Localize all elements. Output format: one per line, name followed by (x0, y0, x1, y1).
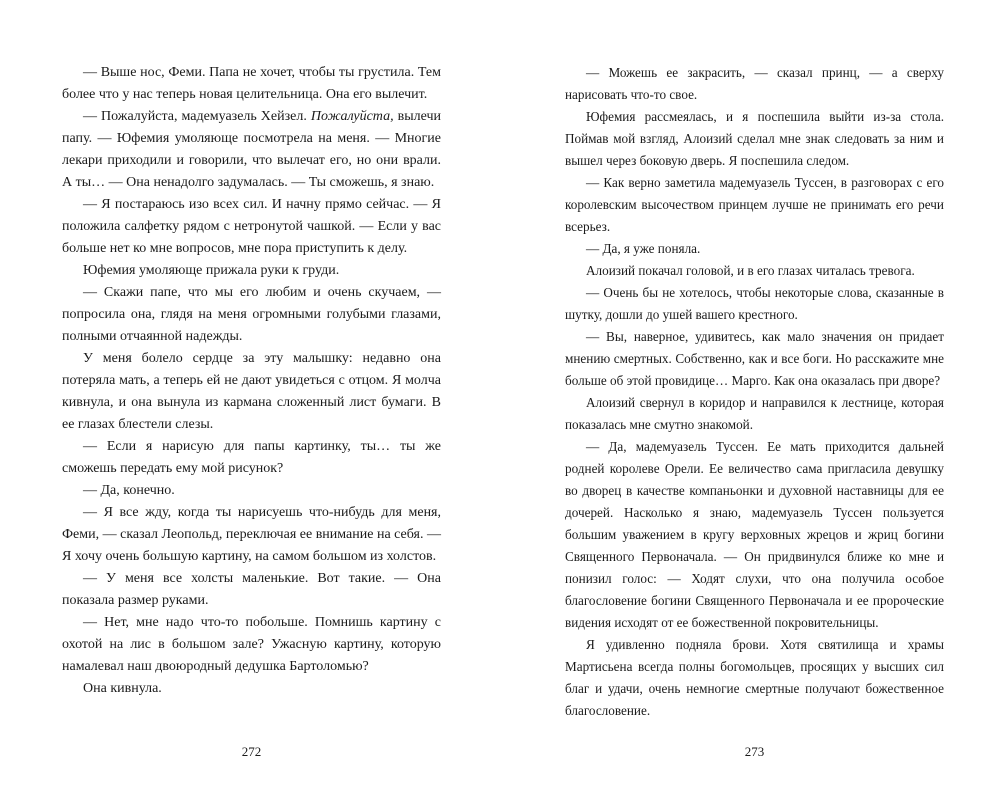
paragraph: Алоизий свернул в коридор и направился к лестнице, которая показалась мне смутно знакомой. (565, 395, 944, 432)
paragraph: — Я постараюсь изо всех сил. И начну прямо сейчас. — Я положила салфетку рядом с нетронутой чашкой. — Если у вас больше нет ко мне вопросов, мне пора приступить к делу. (62, 197, 441, 256)
left-page-text (62, 62, 441, 700)
paragraph: — Очень бы не хотелось, чтобы некоторые слова, сказанные в шутку, дошли до ушей вашего крестного. (565, 285, 944, 322)
paragraph: — Вы, наверное, удивитесь, как мало значения он придает мнению смертных. Собственно, как и все боги. Но расскажите мне больше об этой провидице… Марго. Как она оказалась при дворе? (565, 329, 944, 388)
paragraph: Юфемия рассмеялась, и я поспешила выйти из-за стола. Поймав мой взгляд, Алоизий сделал мне знак следовать за ним и вышел через боковую дверь. Я поспешила следом. (565, 109, 944, 168)
paragraph-lead: — Пожалуйста, мадемуазель Хейзел. (83, 109, 311, 124)
paragraph-rest: вылечи папу. — Юфемия умоляюще посмотрела на меня. — Многие лекари приходили и говорили, что вылечат его, но они врали. А ты… — Она ненадолго задумалась. — Ты сможешь, я знаю. (62, 109, 441, 190)
paragraph: — У меня все холсты маленькие. Вот такие. — Она показала размер руками. (62, 571, 441, 608)
paragraph: — Выше нос, Феми. Папа не хочет, чтобы ты грустила. Тем более что у нас теперь новая целительница. Она его вылечит. (62, 65, 441, 102)
left-page (62, 62, 441, 759)
page-number: 272 (241, 744, 262, 759)
paragraph: — Скажи папе, что мы его любим и очень скучаем, — попросила она, глядя на меня огромными голубыми глазами, полными отчаянной надежды. (62, 285, 441, 344)
paragraph: — Как верно заметила мадемуазель Туссен, в разговорах с его королевским высочеством принцем лучше не принимать его речи всерьез. (565, 175, 944, 234)
paragraph: — Да, я уже поняла. (586, 241, 701, 256)
paragraph: — Я все жду, когда ты нарисуешь что-нибудь для меня, Феми, — сказал Леопольд, переключая ее внимание на себя. — Я хочу очень большую картину, на самом большом из холстов. (62, 505, 441, 564)
right-page-text (565, 62, 944, 722)
paragraph: Юфемия умоляюще прижала руки к груди. (83, 263, 340, 278)
paragraph: — Если я нарисую для папы картинку, ты… ты же сможешь передать ему мой рисунок? (62, 439, 441, 476)
paragraph: У меня болело сердце за эту малышку: недавно она потеряла мать, а теперь ей не дают увидеться с отцом. Я молча кивнула, и она вынула из кармана сложенный лист бумаги. В ее глазах блестели слезы. (62, 351, 441, 432)
emphasized-word: Пожалуйста, (310, 109, 394, 124)
right-page (565, 62, 944, 759)
paragraph: Я удивленно подняла брови. Хотя святилища и храмы Мартисьена всегда полны богомольцев, просящих у высших сил благ и удачи, очень немногие смертные получают божественное благословение. (565, 637, 944, 718)
paragraph (62, 106, 441, 194)
paragraph: Она кивнула. (83, 681, 162, 696)
paragraph: Алоизий покачал головой, и в его глазах читалась тревога. (586, 263, 915, 278)
paragraph: — Можешь ее закрасить, — сказал принц, — а сверху нарисовать что-то свое. (565, 65, 944, 102)
paragraph: — Да, мадемуазель Туссен. Ее мать приходится дальней родней королеве Орели. Ее величество сама пригласила девушку во дворец в качестве компаньонки и духовной наставницы для ее дочерей. Насколько я знаю, мадемуазель Туссен пользуется большим уважением в кругу верховных жрецов и жриц богини Священного Первоначала. — Он придвинулся ближе ко мне и понизил голос: — Ходят слухи, что она получила особое благословение богини Священного Первоначала и ее пророческие видения исходят от ее божественной покровительницы. (565, 439, 944, 630)
page-number: 273 (744, 744, 765, 759)
paragraph: — Да, конечно. (83, 483, 175, 498)
paragraph: — Нет, мне надо что-то побольше. Помнишь картину с охотой на лис в большом зале? Ужасную картину, которую намалевал наш двоюродный дедушка Бартоломью? (62, 615, 441, 674)
